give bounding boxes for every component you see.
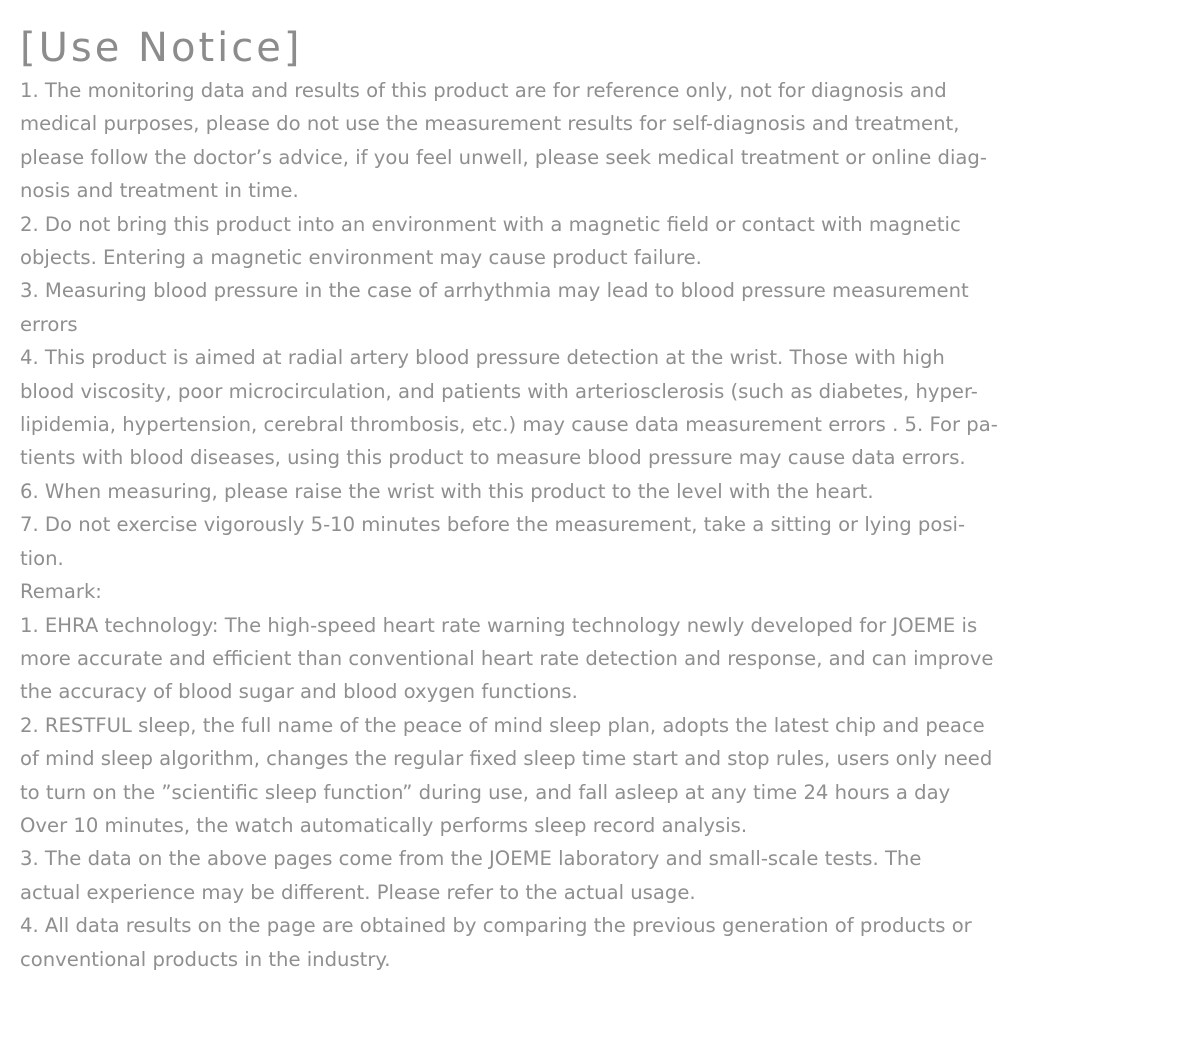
- notice-line: 6. When measuring, please raise the wrist with this product to the level with the heart.: [20, 479, 874, 503]
- notice-line: please follow the doctor’s advice, if you feel unwell, please seek medical treatment or online diag-: [20, 145, 987, 169]
- remark-line: the accuracy of blood sugar and blood oxygen functions.: [20, 680, 578, 704]
- notice-line: tion.: [20, 546, 64, 570]
- use-notice-page: [20, 0, 1180, 976]
- remark-heading: Remark:: [20, 580, 102, 604]
- notice-line: 1. The monitoring data and results of this product are for reference only, not for diagnosis and: [20, 79, 947, 102]
- remark-line: more accurate and efficient than conventional heart rate detection and response, and can improve: [20, 646, 994, 670]
- remark-line: to turn on the ”scientific sleep function” during use, and fall asleep at any time 24 hours a day: [20, 780, 951, 804]
- remark-section: [20, 575, 1180, 976]
- remark-line: of mind sleep algorithm, changes the regular fixed sleep time start and stop rules, users only need: [20, 747, 993, 771]
- notice-line: medical purposes, please do not use the measurement results for self-diagnosis and treatment,: [20, 112, 960, 136]
- notice-line: 7. Do not exercise vigorously 5-10 minutes before the measurement, take a sitting or lying posi-: [20, 513, 966, 537]
- notice-line: tients with blood diseases, using this product to measure blood pressure may cause data errors.: [20, 446, 966, 470]
- notice-line: 4. This product is aimed at radial artery blood pressure detection at the wrist. Those with high: [20, 346, 945, 370]
- remark-line: 2. RESTFUL sleep, the full name of the peace of mind sleep plan, adopts the latest chip and peace: [20, 713, 985, 737]
- remark-line: conventional products in the industry.: [20, 947, 391, 971]
- notice-list: [20, 74, 1180, 575]
- remark-line: 4. All data results on the page are obtained by comparing the previous generation of products or: [20, 914, 972, 938]
- notice-line: objects. Entering a magnetic environment may cause product failure.: [20, 246, 702, 270]
- notice-line: lipidemia, hypertension, cerebral thrombosis, etc.) may cause data measurement errors . 5. For pa-: [20, 413, 998, 437]
- notice-line: errors: [20, 312, 78, 336]
- notice-line: nosis and treatment in time.: [20, 179, 299, 203]
- notice-line: 2. Do not bring this product into an environment with a magnetic field or contact with magnetic: [20, 212, 961, 236]
- notice-line: blood viscosity, poor microcirculation, and patients with arteriosclerosis (such as diabetes, hyper-: [20, 379, 978, 403]
- remark-line: Over 10 minutes, the watch automatically performs sleep record analysis.: [20, 813, 748, 837]
- remark-line: 3. The data on the above pages come from the JOEME laboratory and small-scale tests. The: [20, 847, 922, 871]
- page-title: [Use Notice]: [20, 25, 303, 71]
- remark-line: actual experience may be different. Please refer to the actual usage.: [20, 880, 696, 904]
- notice-line: 3. Measuring blood pressure in the case of arrhythmia may lead to blood pressure measurement: [20, 279, 969, 303]
- remark-line: 1. EHRA technology: The high-speed heart rate warning technology newly developed for JOEME is: [20, 613, 978, 637]
